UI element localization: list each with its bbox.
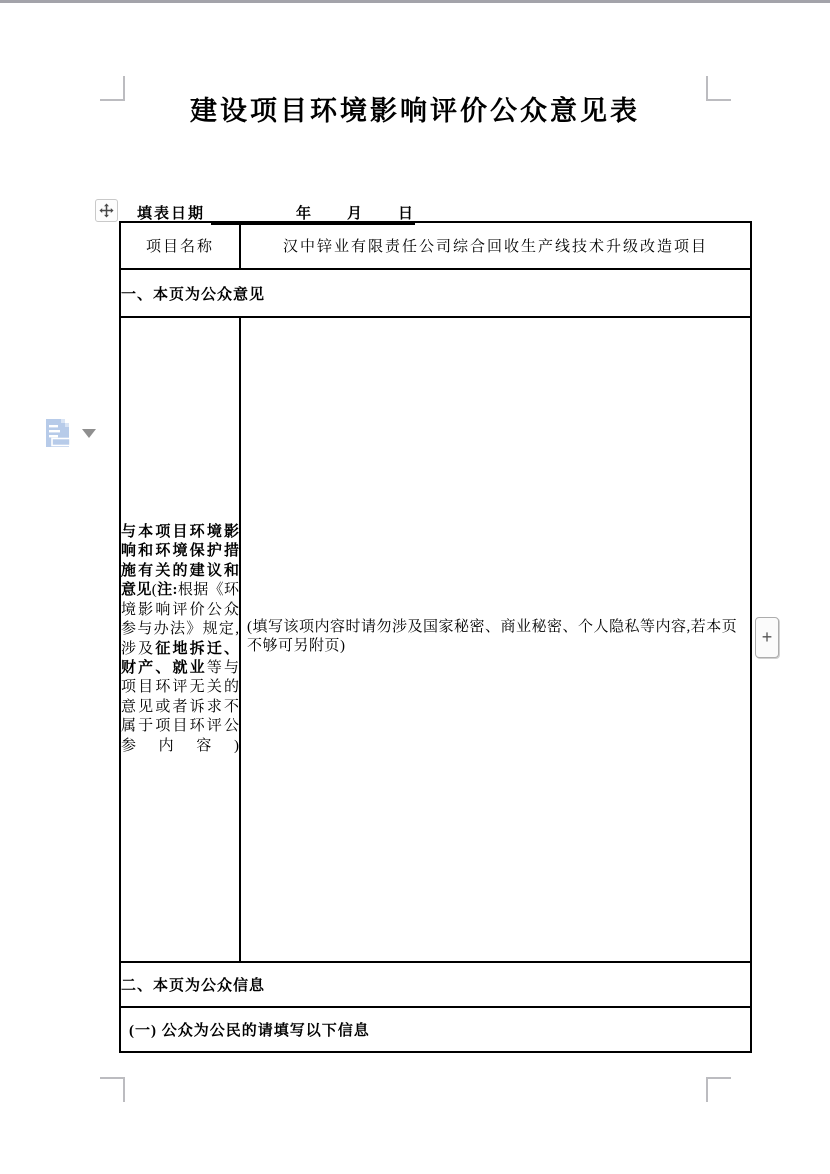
document-options-icon — [44, 416, 76, 450]
project-name-label-cell: 项目名称 — [120, 222, 240, 269]
paste-options-floatie[interactable] — [44, 416, 104, 452]
table-row — [120, 317, 751, 962]
section2-item1-cell: (一) 公众为公民的请填写以下信息 — [120, 1007, 751, 1052]
section1-header-cell: 一、本页为公众意见 — [120, 269, 751, 317]
project-name-value-cell[interactable]: 汉中锌业有限责任公司综合回收生产线技术升级改造项目 — [240, 222, 751, 269]
plus-icon: + — [761, 627, 773, 647]
opinion-label-cell: 与本项目环境影响和环境保护措施有关的建议和意见(注:根据《环境影响评价公众参与办法》规定,涉及征地拆迁、财产、就业等与项目环评无关的意见或者诉求不属于项目环评公参内容) — [120, 317, 240, 962]
opinion-privacy-note: (填写该项内容时请勿涉及国家秘密、商业秘密、个人隐私等内容,若本页不够可另附页) — [247, 618, 738, 654]
table-row — [120, 1007, 751, 1052]
page-title: 建设项目环境影响评价公众意见表 — [190, 96, 640, 126]
expand-pane-button[interactable] — [755, 617, 779, 658]
date-blank-field[interactable]: 年 月 日 — [211, 202, 415, 225]
date-label: 填表日期 — [137, 206, 206, 222]
margin-crop-mark-bottom-left — [100, 1077, 125, 1102]
table-row — [120, 962, 751, 1007]
page-top-edge — [0, 0, 830, 3]
move-arrows-icon — [99, 203, 114, 218]
table-row — [120, 269, 751, 317]
opinion-input-area-cell[interactable] — [240, 317, 751, 962]
dropdown-triangle-icon[interactable] — [82, 429, 96, 438]
table-row — [120, 222, 751, 269]
section2-header-cell: 二、本页为公众信息 — [120, 962, 751, 1007]
margin-crop-mark-bottom-right — [706, 1077, 731, 1102]
table-move-handle-button[interactable] — [95, 199, 118, 222]
public-opinion-form-table — [119, 221, 752, 1053]
